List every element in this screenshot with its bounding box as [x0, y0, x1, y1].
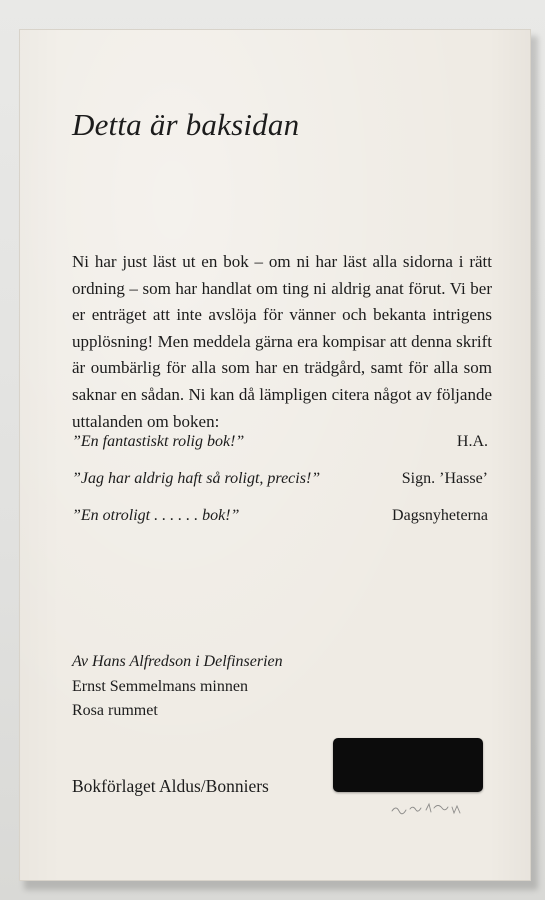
- series-list: [72, 650, 283, 724]
- quote-text: ”En fantastiskt rolig bok!”: [72, 433, 245, 450]
- blurb-paragraph: Ni har just läst ut en bok – om ni har läst alla sidorna i rätt ordning – som har handlat om ting ni aldrig anat förut. Vi ber er enträget att inte avslöja för vänner och bekanta intrigens upplösning! Men meddela gärna era kompisar att denna skrift är oumbärlig för alla som har en trädgård, samt för alla som saknar en sådan. Ni kan då lämpligen citera något av följande uttalanden om boken:: [72, 252, 492, 431]
- quote-row: [72, 507, 488, 544]
- quote-row: [72, 433, 488, 470]
- pencil-scribble: [390, 798, 470, 818]
- quote-row: [72, 470, 488, 507]
- series-title: Ernst Semmelmans minnen: [72, 677, 248, 695]
- series-heading: Av Hans Alfredson i Delfinserien: [72, 653, 283, 670]
- quote-source: H.A.: [456, 433, 488, 450]
- cover-heading: Detta är baksidan: [72, 107, 300, 142]
- quotes-list: [72, 433, 488, 544]
- series-title: Rosa rummet: [72, 702, 158, 719]
- quote-source: Sign. ’Hasse’: [401, 470, 488, 487]
- publisher-name: Bokförlaget Aldus/Bonniers: [72, 776, 269, 796]
- price-sticker: [333, 738, 483, 792]
- blurb-text: [72, 249, 492, 435]
- quote-text: ”Jag har aldrig haft så roligt, precis!”: [72, 470, 321, 487]
- quote-source: Dagsnyheterna: [392, 507, 488, 524]
- quote-text: ”En otroligt . . . . . . bok!”: [72, 507, 240, 524]
